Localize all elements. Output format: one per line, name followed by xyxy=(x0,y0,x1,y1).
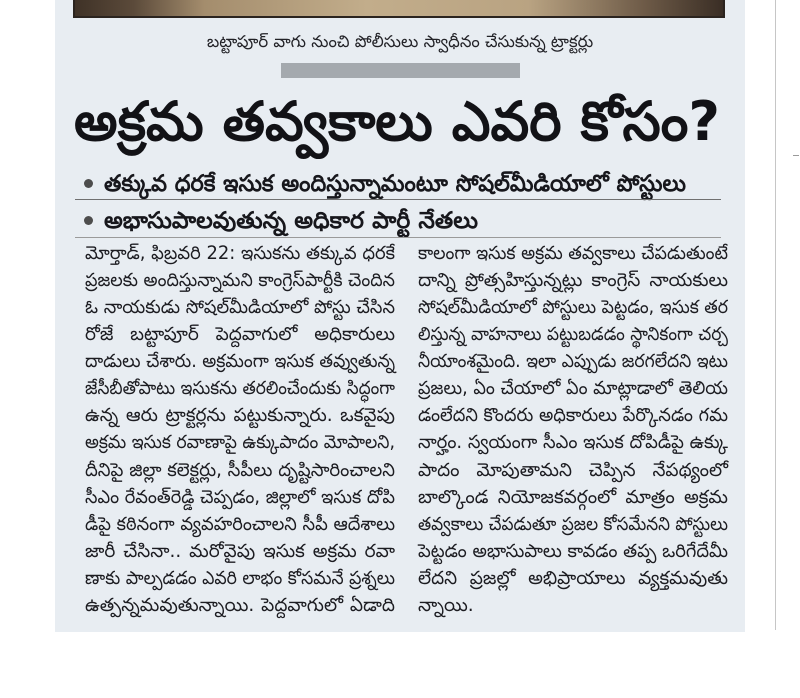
body-column-right xyxy=(418,240,728,620)
body-line: పాదం మోపుతామని చెప్పిన నేపథ్యంలో xyxy=(418,459,728,481)
body-line: న్నాయి. xyxy=(418,595,474,617)
body-line: డంలేదని కొందరు అధికారులు పేర్కొనడం గమ xyxy=(418,405,728,427)
body-line: దాడులు చేశారు. అక్రమంగా ఇసుక తవ్వుతున్న xyxy=(85,351,395,373)
body-column-left xyxy=(85,240,395,620)
photo-caption: బట్టాపూర్ వాగు నుంచి పోలీసులు స్వాధీనం చేసుకున్న ట్రాక్టర్లు xyxy=(206,32,594,51)
body-line: అక్రమ ఇసుక రవాణాపై ఉక్కుపాదం మోపాలని, xyxy=(85,432,395,454)
body-line: లేదని ప్రజల్లో అభిప్రాయాలు వ్యక్తమవుతు xyxy=(418,568,728,590)
bullet-icon xyxy=(84,216,93,225)
subhead-text: అభాసుపాలవుతున్న అధికార పార్టీ నేతలు xyxy=(104,208,478,234)
body-line: జేసీబీతోపాటు ఇసుకను తరలించేందుకు సిద్ధంగా xyxy=(85,378,395,400)
bullet-icon xyxy=(84,179,93,188)
body-line: లిస్తున్న వాహనాలు పట్టుబడడం స్థానికంగా చర్చ xyxy=(418,323,728,345)
body-line: సోషల్‌మీడియాలో పోస్టులు పెట్టడం, ఇసుక తర xyxy=(418,296,728,318)
body-line: ఓ నాయకుడు సోషల్‌మీడియాలో పోస్టు చేసిన xyxy=(85,296,395,318)
news-clipping xyxy=(55,0,745,632)
body-line: కాలంగా ఇసుక అక్రమ తవ్వకాలు చేపడుతుంటే xyxy=(418,242,728,264)
body-line: మోర్తాడ్, ఫిబ్రవరి 22: ఇసుకను తక్కువ ధరకే xyxy=(85,242,396,264)
body-line: దాన్ని ప్రోత్సహిస్తున్నట్లు కాంగ్రెస్ నాయకులు xyxy=(418,269,728,291)
body-line: నార్హం. స్వయంగా సీఎం ఇసుక దోపిడీపై ఉక్కు xyxy=(418,432,728,454)
body-line: డీపై కఠినంగా వ్యవహరించాలని సీపీ ఆదేశాలు xyxy=(85,513,396,535)
subhead-rule xyxy=(75,237,721,238)
body-line: దీనిపై జిల్లా కలెక్టర్లు, సీపీలు దృష్టిసారించాలని xyxy=(85,459,396,481)
body-line: పెట్టడం అభాసుపాలు కావడం తప్ప ఒరిగేదేమీ xyxy=(418,541,729,563)
section-divider-bar xyxy=(281,63,520,78)
body-line: రోజే బట్టాపూర్ పెద్దవాగులో అధికారులు xyxy=(85,323,395,345)
body-line: ప్రజలు, ఏం చేయాలో ఏం మాట్లాడాలో తెలియ xyxy=(418,378,728,400)
body-line: ఉన్న ఆరు ట్రాక్టర్లను పట్టుకున్నారు. ఒకవైపు xyxy=(85,405,395,427)
subhead-text: తక్కువ ధరకే ఇసుక అందిస్తున్నామంటూ సోషల్‌మీడియాలో పోస్టులు xyxy=(104,171,687,197)
body-line: ణాకు పాల్పడడం ఎవరి లాభం కోసమనే ప్రశ్నలు xyxy=(85,568,396,590)
headline: అక్రమ తవ్వకాలు ఎవరి కోసం? xyxy=(74,90,720,153)
news-photo xyxy=(73,0,725,18)
body-line: తవ్వకాలు చేపడుతూ ప్రజల కోసమేనని పోస్టులు xyxy=(418,513,728,535)
body-line: నీయాంశమైంది. ఇలా ఎప్పుడు జరగలేదని ఇటు xyxy=(418,351,728,373)
margin-mark xyxy=(793,155,799,156)
body-line: ఉత్పన్నమవుతున్నాయి. పెద్దవాగులో ఏడాది xyxy=(85,595,395,617)
body-line: బాల్కొండ నియోజకవర్గంలో మాత్రం అక్రమ xyxy=(418,486,728,508)
page-edge-line xyxy=(775,0,776,630)
body-line: ప్రజలకు అందిస్తున్నామని కాంగ్రెస్‌పార్టీకి చెందిన xyxy=(85,269,395,291)
body-line: జారీ చేసినా.. మరోవైపు ఇసుక అక్రమ రవా xyxy=(85,541,395,563)
subhead-rule xyxy=(75,199,721,200)
body-line: సీఎం రేవంత్‌రెడ్డి చెప్పడం, జిల్లాలో ఇసుక దోపి xyxy=(85,486,395,508)
